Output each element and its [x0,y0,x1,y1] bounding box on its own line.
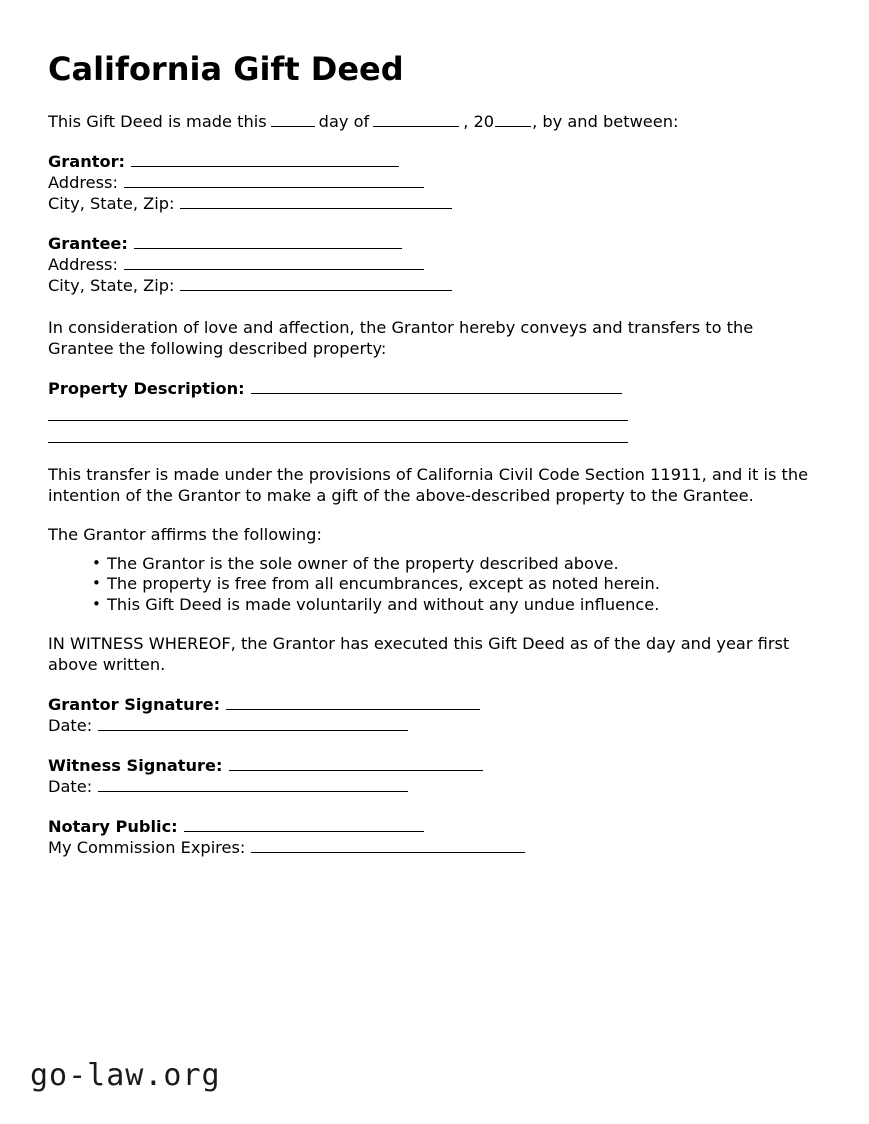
intro-text-part3: , 20 [463,111,495,131]
day-blank[interactable] [271,114,315,127]
commission-expires-blank[interactable] [251,841,525,854]
grantor-address-label: Address: [48,173,118,193]
grantor-name-blank[interactable] [131,155,399,168]
affirmations-list [48,554,810,616]
grantor-signature-row [48,694,810,715]
month-blank[interactable] [373,114,459,127]
notary-public-label: Notary Public: [48,817,178,837]
grantor-date-row [48,715,810,736]
affirms-intro: The Grantor affirms the following: [48,525,322,545]
grantor-address-row [48,172,810,193]
witness-date-label: Date: [48,777,93,797]
property-description-blank-1[interactable] [251,382,622,395]
grantee-name-row [48,233,810,254]
transfer-paragraph: This transfer is made under the provisions of California Civil Code Section 11911, and it is the intention of the Grantor to make a gift of the above-described property to the Grantee. [48,465,809,505]
property-description-label: Property Description: [48,379,245,399]
notary-public-row [48,816,810,837]
witness-clause: IN WITNESS WHEREOF, the Grantor has executed this Gift Deed as of the day and year first above written. [48,634,790,674]
consideration-paragraph: In consideration of love and affection, the Grantor hereby conveys and transfers to the Grantee the following described property: [48,318,754,358]
list-item: • This Gift Deed is made voluntarily and without any undue influence. [92,595,810,616]
notary-public-blank[interactable] [184,820,424,833]
grantor-address-blank[interactable] [124,176,424,189]
grantee-city-state-zip-blank[interactable] [180,279,452,292]
commission-expires-label: My Commission Expires: [48,838,246,858]
year-blank[interactable] [495,114,531,127]
intro-text-part1: This Gift Deed is made this [48,111,267,131]
grantor-signature-label: Grantor Signature: [48,695,221,715]
witness-date-row [48,776,810,797]
witness-signature-row [48,755,810,776]
intro-sentence [48,112,810,133]
grantee-name-blank[interactable] [134,237,402,250]
witness-signature-label: Witness Signature: [48,756,223,776]
intro-text-part2: day of [318,111,370,131]
commission-expires-row [48,837,810,858]
property-description-row [48,378,810,399]
grantor-name-row [48,151,810,172]
grantor-city-state-zip-blank[interactable] [180,197,452,210]
grantee-city-state-zip-label: City, State, Zip: [48,276,175,296]
intro-text-part4: , by and between: [532,111,679,131]
grantee-name-label: Grantee: [48,234,128,254]
list-item: • The property is free from all encumbrances, except as noted herein. [92,574,810,595]
grantee-address-blank[interactable] [124,258,424,271]
footer-watermark: go-law.org [30,1058,221,1093]
grantor-signature-blank[interactable] [226,698,480,711]
list-item: • The Grantor is the sole owner of the property described above. [92,554,810,575]
grantee-address-label: Address: [48,255,118,275]
grantee-address-row [48,254,810,275]
witness-date-blank[interactable] [98,780,408,793]
grantee-city-state-zip-row [48,275,810,296]
document-content [48,52,810,858]
grantor-date-blank[interactable] [98,719,408,732]
witness-signature-blank[interactable] [229,759,483,772]
grantor-name-label: Grantor: [48,152,126,172]
grantor-date-label: Date: [48,716,93,736]
page-title: California Gift Deed [48,50,404,88]
grantor-city-state-zip-label: City, State, Zip: [48,194,175,214]
grantor-city-state-zip-row [48,193,810,214]
